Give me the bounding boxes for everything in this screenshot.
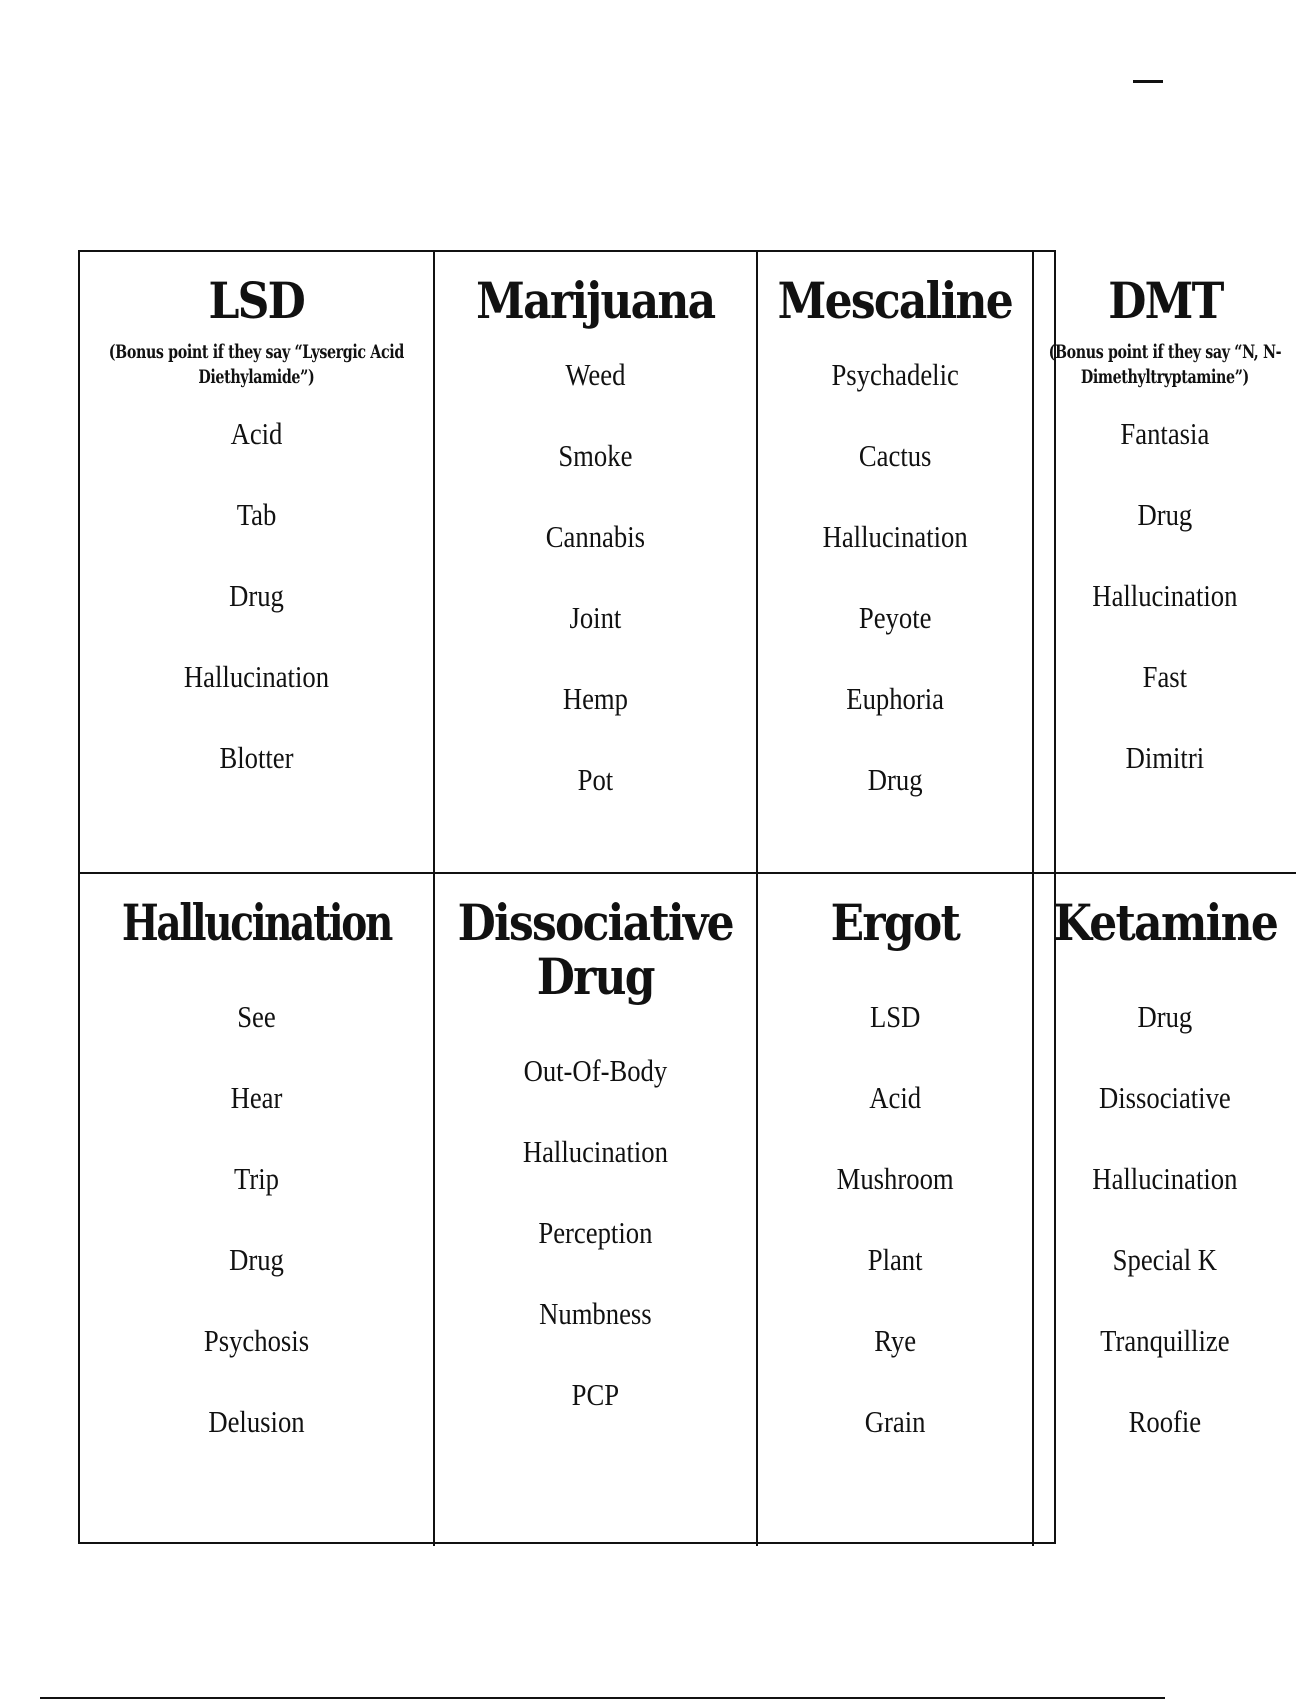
forbidden-word: Peyote [858,600,932,635]
card-title: Marijuana [476,271,715,330]
forbidden-word: LSD [869,999,921,1034]
header-dash [1133,80,1163,83]
forbidden-word-list [435,1030,756,1435]
forbidden-word: Cannabis [545,519,645,554]
card-note: (Bonus point if they say “Lysergic Acid Diethylamide”) [108,341,405,388]
forbidden-word: Delusion [208,1404,305,1439]
forbidden-word: Out-Of-Body [523,1053,668,1088]
forbidden-word: Psychosis [203,1323,310,1358]
forbidden-word: Special K [1112,1242,1218,1277]
card-dmt [1034,252,1296,874]
forbidden-word: Pot [577,762,614,797]
card-dissociative-drug [435,874,758,1546]
forbidden-word: Tranquillize [1100,1323,1230,1358]
forbidden-word: Fantasia [1120,416,1210,452]
forbidden-word: Drug [1137,999,1193,1034]
forbidden-word: Hallucination [822,519,968,554]
forbidden-word: Hallucination [1092,578,1238,614]
card-marijuana [435,252,758,874]
card-ketamine [1034,874,1296,1546]
forbidden-word: Hallucination [183,659,330,695]
card-title: LSD [208,271,305,330]
forbidden-word: Dissociative [1099,1080,1231,1115]
taboo-card-grid [78,250,1282,1544]
forbidden-word: Drug [229,1242,284,1277]
forbidden-word: Smoke [558,438,633,473]
forbidden-word: Psychadelic [831,357,959,392]
forbidden-word-list [80,393,433,798]
forbidden-word: Tab [236,497,277,533]
card-title: Ketamine [1053,893,1277,952]
forbidden-word: Dimitri [1125,740,1205,776]
forbidden-word: Cactus [858,438,932,473]
forbidden-word-list [435,334,756,820]
forbidden-word-list [758,976,1032,1462]
forbidden-word: See [237,999,276,1034]
card-title: Hallucination [121,893,392,952]
forbidden-word: Hallucination [522,1134,668,1169]
forbidden-word-list [80,976,433,1462]
card-title: Ergot [830,893,960,952]
forbidden-word: Blotter [219,740,294,776]
forbidden-word: Hear [230,1080,283,1115]
forbidden-word: Perception [538,1215,653,1250]
forbidden-word: Plant [867,1242,923,1277]
forbidden-word: Drug [867,762,923,797]
forbidden-word: Mushroom [836,1161,954,1196]
footer-rule [40,1697,1165,1699]
forbidden-word: Acid [869,1080,921,1115]
forbidden-word: Fast [1142,659,1188,695]
forbidden-word: Weed [565,357,626,392]
card-lsd [80,252,435,874]
forbidden-word-list [1034,976,1296,1462]
forbidden-word-list [758,334,1032,820]
forbidden-word: Rye [873,1323,916,1358]
card-title: DMT [1107,271,1223,330]
forbidden-word: Drug [229,578,284,614]
forbidden-word: Euphoria [846,681,944,716]
forbidden-word: Numbness [539,1296,652,1331]
forbidden-word: Grain [864,1404,926,1439]
card-ergot [758,874,1034,1546]
forbidden-word: Acid [230,416,283,452]
forbidden-word: Trip [233,1161,279,1196]
card-hallucination [80,874,435,1546]
forbidden-word: Roofie [1128,1404,1202,1439]
card-title: Dissociative Drug [457,893,733,1006]
card-title: Mescaline [777,271,1013,330]
forbidden-word: Joint [569,600,622,635]
forbidden-word: PCP [571,1377,620,1412]
forbidden-word: Hemp [562,681,628,716]
card-mescaline [758,252,1034,874]
forbidden-word: Hallucination [1092,1161,1238,1196]
forbidden-word-list [1034,393,1296,798]
card-note: (Bonus point if they say “N, N-Dimethyltryptamine”) [1048,341,1282,388]
forbidden-word: Drug [1137,497,1193,533]
